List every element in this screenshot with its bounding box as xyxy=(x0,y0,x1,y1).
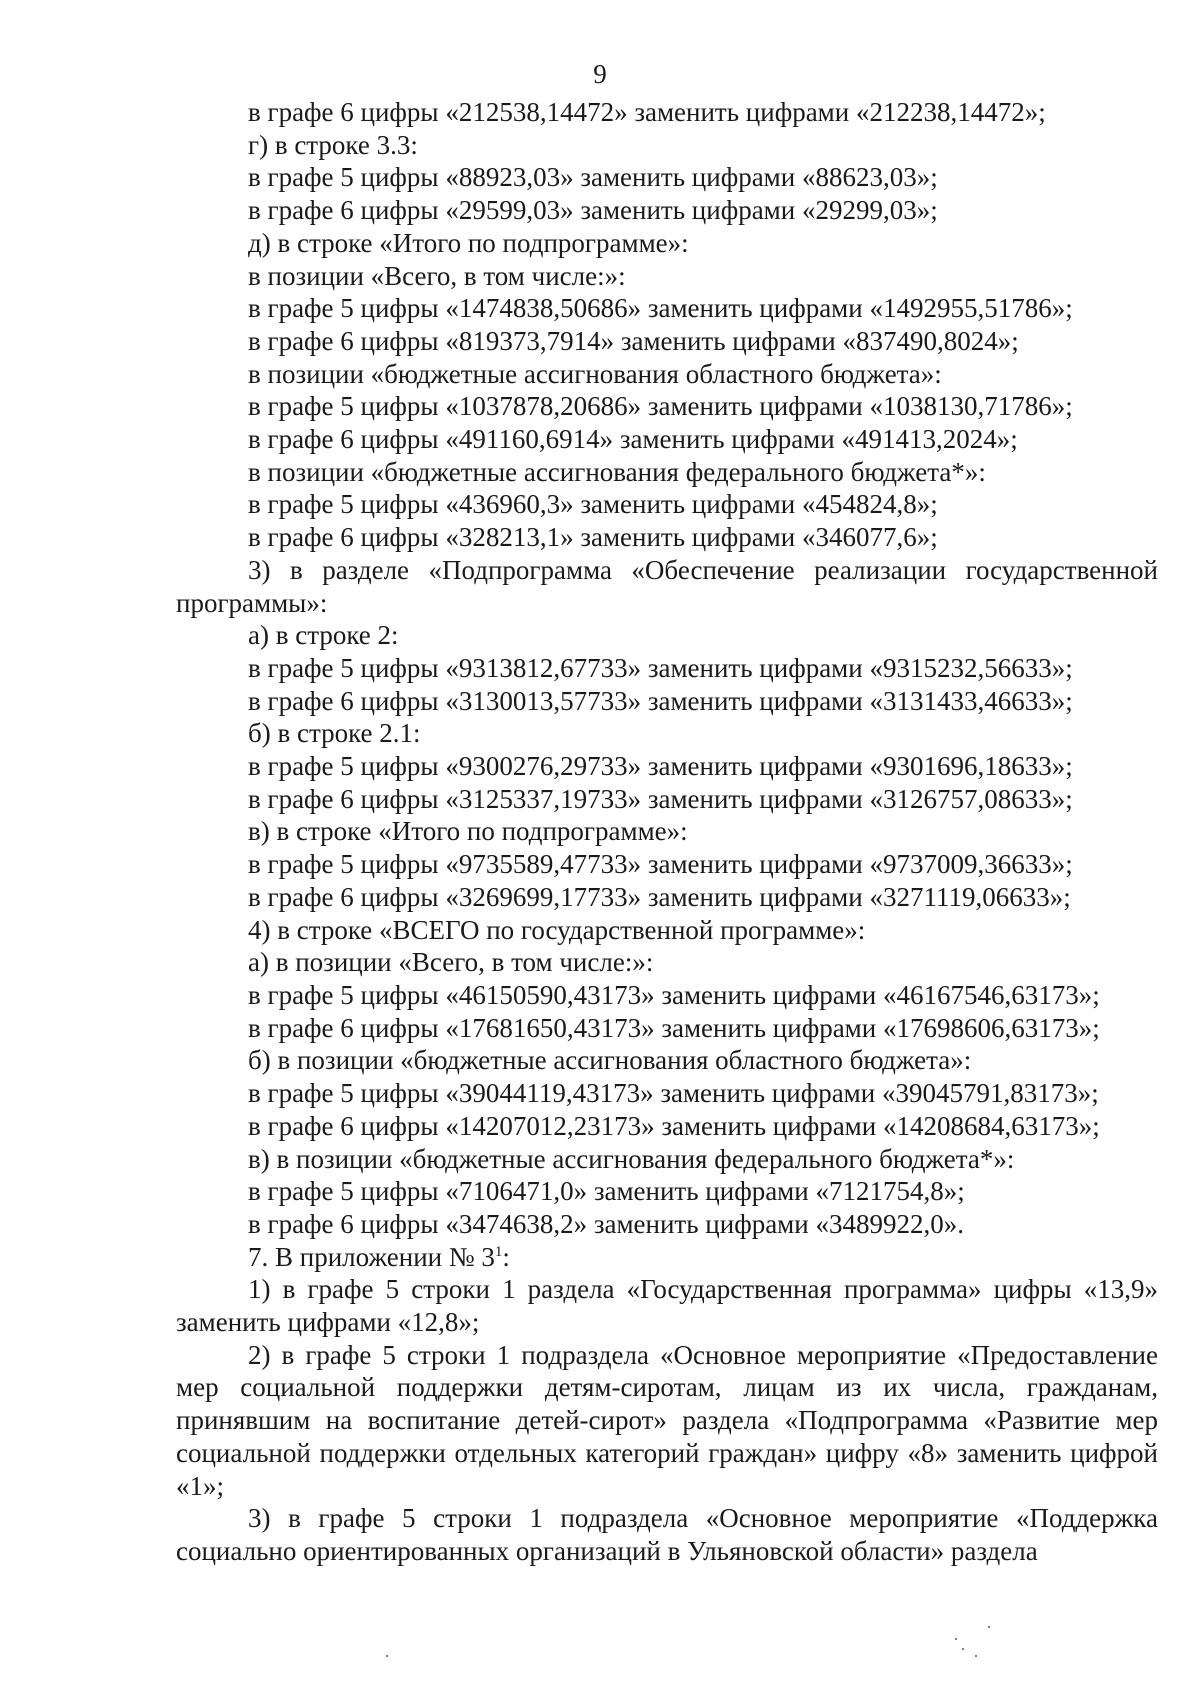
body-line: в графе 5 цифры «9300276,29733» заменить цифрами «9301696,18633»; xyxy=(248,751,1073,782)
body-line: д) в строке «Итого по подпрограмме»: xyxy=(248,227,689,258)
appendix-heading-superscript: 1 xyxy=(494,1243,503,1260)
body-line: в позиции «Всего, в том числе:»: xyxy=(248,260,626,291)
body-line: в графе 5 цифры «7106471,0» заменить цифрами «7121754,8»; xyxy=(248,1176,965,1207)
body-line: а) в позиции «Всего, в том числе:»: xyxy=(248,947,654,978)
body-line: в графе 6 цифры «819373,7914» заменить цифрами «837490,8024»; xyxy=(248,325,1019,356)
body-line: в графе 5 цифры «436960,3» заменить цифрами «454824,8»; xyxy=(248,489,938,520)
scan-speck xyxy=(975,1655,977,1657)
body-line: г) в строке 3.3: xyxy=(248,129,418,160)
appendix-item: 3) в графе 5 строки 1 подраздела «Основное мероприятие «Поддержка социально ориентированных организаций в Ульяновской области» раздела xyxy=(176,1503,1158,1566)
body-line: б) в позиции «бюджетные ассигнования областного бюджета»: xyxy=(248,1045,972,1076)
body-line: в графе 6 цифры «29599,03» заменить цифрами «29299,03»; xyxy=(248,195,938,226)
body-line: в) в позиции «бюджетные ассигнования федерального бюджета*»: xyxy=(248,1143,1015,1174)
body-line: в графе 5 цифры «88923,03» заменить цифрами «88623,03»; xyxy=(248,162,938,193)
body-line: в графе 5 цифры «46150590,43173» заменить цифрами «46167546,63173»; xyxy=(248,979,1100,1010)
appendix-heading-prefix: 7. В приложении № 3 xyxy=(248,1241,495,1272)
appendix-item: 1) в графе 5 строки 1 раздела «Государственная программа» цифры «13,9» заменить цифрами «12,8»; xyxy=(176,1274,1158,1338)
appendix-heading xyxy=(176,1241,1158,1274)
body-line: в графе 5 цифры «1474838,50686» заменить цифрами «1492955,51786»; xyxy=(248,293,1073,324)
body-line: в графе 6 цифры «3269699,17733» заменить цифрами «3271119,06633»; xyxy=(248,881,1071,912)
scan-speck xyxy=(988,1626,990,1628)
scan-speck xyxy=(962,1648,964,1650)
body-line: в графе 6 цифры «3474638,2» заменить цифрами «3489922,0». xyxy=(248,1208,964,1239)
document-body xyxy=(176,96,1158,1568)
body-line: в графе 6 цифры «328213,1» заменить цифрами «346077,6»; xyxy=(248,522,938,553)
body-line: в графе 6 цифры «491160,6914» заменить цифрами «491413,2024»; xyxy=(248,424,1018,455)
scan-speck xyxy=(386,1655,388,1657)
body-line: в графе 6 цифры «212538,14472» заменить цифрами «212238,14472»; xyxy=(248,97,1046,127)
body-line: в графе 6 цифры «14207012,23173» заменить цифрами «14208684,63173»; xyxy=(248,1110,1100,1141)
body-line: в) в строке «Итого по подпрограмме»: xyxy=(248,816,688,847)
body-line: 4) в строке «ВСЕГО по государственной программе»: xyxy=(248,914,866,945)
body-line: б) в строке 2.1: xyxy=(248,718,421,749)
page-number: 9 xyxy=(593,59,607,89)
body-line: в графе 6 цифры «3125337,19733» заменить цифрами «3126757,08633»; xyxy=(248,783,1073,814)
body-line: в позиции «бюджетные ассигнования федерального бюджета*»: xyxy=(248,456,986,487)
body-line: в графе 5 цифры «9735589,47733» заменить цифрами «9737009,36633»; xyxy=(248,849,1073,880)
scan-speck xyxy=(955,1638,957,1640)
appendix-heading-suffix: : xyxy=(502,1241,510,1272)
body-line: в графе 5 цифры «39044119,43173» заменить цифрами «39045791,83173»; xyxy=(248,1078,1099,1109)
body-paragraph: 3) в разделе «Подпрограмма «Обеспечение реализации государственной программы»: xyxy=(176,554,1158,618)
body-line: в графе 6 цифры «3130013,57733» заменить цифрами «3131433,46633»; xyxy=(248,685,1073,716)
body-line: в позиции «бюджетные ассигнования областного бюджета»: xyxy=(248,358,942,389)
body-line: а) в строке 2: xyxy=(248,620,399,651)
body-line: в графе 6 цифры «17681650,43173» заменить цифрами «17698606,63173»; xyxy=(248,1012,1100,1043)
body-line: в графе 5 цифры «9313812,67733» заменить цифрами «9315232,56633»; xyxy=(248,652,1073,683)
body-line: в графе 5 цифры «1037878,20686» заменить цифрами «1038130,71786»; xyxy=(248,391,1073,422)
appendix-item: 2) в графе 5 строки 1 подраздела «Основное мероприятие «Предоставление мер социальной поддержки детям-сиротам, лицам из их числа, гражданам, принявшим на воспитание детей-сирот» раздела «Подпрограмма «Развитие мер социальной поддержки отдельных категорий граждан» цифру «8» заменить цифрой «1»; xyxy=(176,1339,1158,1501)
